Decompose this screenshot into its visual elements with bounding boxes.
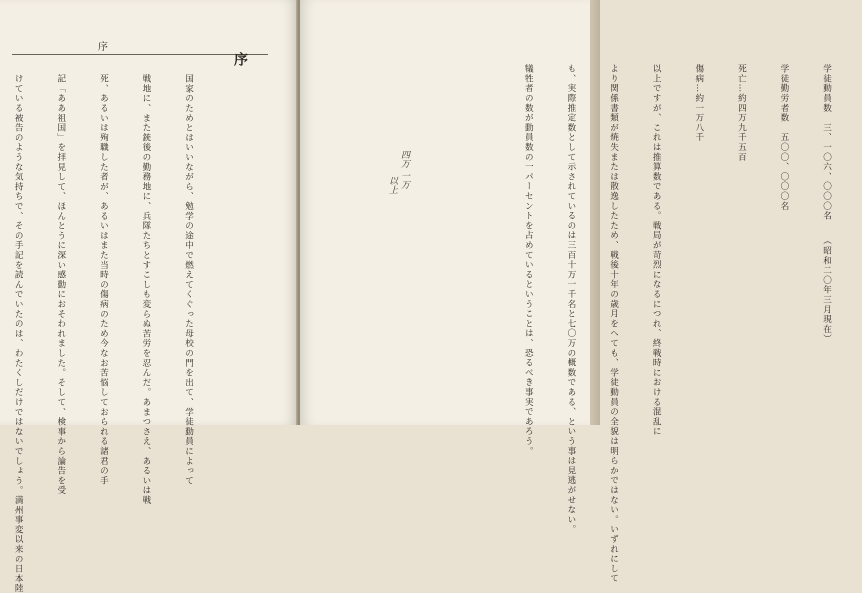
- preface-text: [13, 74, 224, 593]
- text-column: 死亡…約四万九千五百: [736, 64, 747, 162]
- text-column: 学徒勤労者数 五〇〇、〇〇〇名: [778, 64, 789, 211]
- text-column: けている被告のような気持ちで、その手記を読んでいたのは、わたくしだけではないでしょう。満州事変以来の日本陸: [13, 74, 24, 593]
- handwritten-annotation: 以上: [387, 176, 397, 194]
- text-column: 死、あるいは殉職した者が、あるいはまた当時の傷病のため今なお苦悩しておられる諸君の手: [98, 74, 109, 486]
- page-edge: [590, 0, 600, 425]
- handwritten-numbers: 四万 一万: [399, 150, 409, 189]
- left-page: [0, 0, 298, 593]
- text-column: 戦地に、また銃後の勤務地に、兵隊たちとすこしも変らぬ苦労を忍んだ。あまつさえ、あるいは戦: [140, 74, 151, 506]
- statistics-text: [523, 64, 862, 584]
- page-title: 序: [232, 52, 248, 76]
- text-column: より関係書類が焼失または散逸したため、戦後十年の歳月をへても、学徒動員の全貌は明らかではない。いずれにして: [608, 64, 619, 584]
- right-page: [300, 0, 832, 584]
- text-column: 以上ですが、これは推算数である。戦局が苛烈になるにつれ、終戦時における混乱に: [651, 64, 662, 437]
- text-column: 犠牲者の数が動員数の一パーセントを占めているということは、恐るべき事実であろう。: [523, 64, 534, 456]
- text-column: 学徒動員数 三、一〇六、〇〇〇名 （昭和二〇年三月現在）: [821, 64, 832, 344]
- text-column: 記「ああ祖国」を拝見して、ほんとうに深い感動におそわれました。そして、検事から論告を受: [55, 74, 66, 496]
- text-column: も、実際推定数として示されているのは三百十万一千名と七〇万の概数である、という事は見逃がせない。: [565, 64, 576, 535]
- running-head-text: 序: [98, 42, 114, 53]
- text-column: 傷病…約一万八千: [693, 64, 704, 143]
- text-column: 国家のためとはいいながら、勉学の途中で燃えてくぐった母校の門を出て、学徒動員によって: [183, 74, 194, 486]
